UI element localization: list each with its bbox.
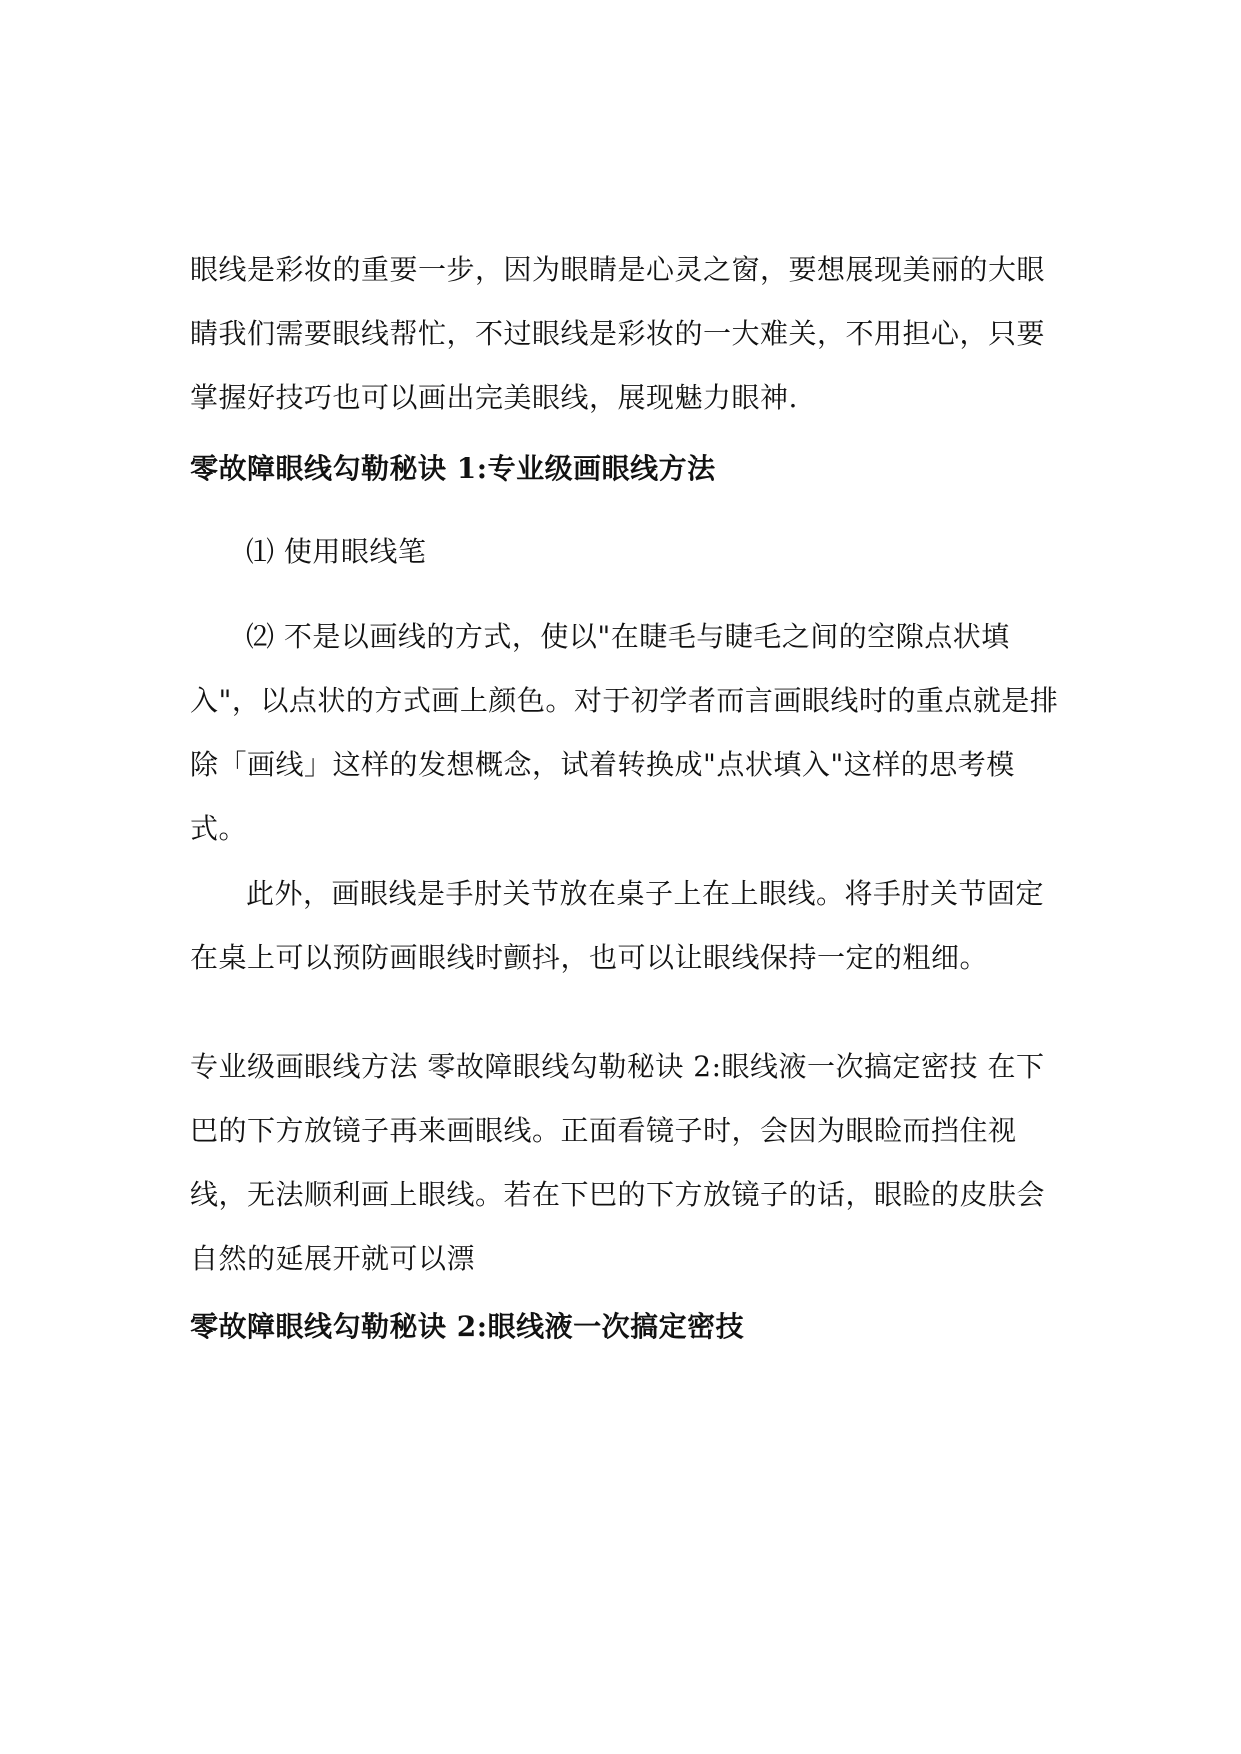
extra-tip-paragraph: 此外，画眼线是手肘关节放在桌子上在上眼线。将手肘关节固定在桌上可以预防画眼线时颤抖，也可以让眼线保持一定的粗细。 (190, 877, 1045, 974)
list-item-2: ⑵ 不是以画线的方式，使以"在睫毛与睫毛之间的空隙点状填入"，以点状的方式画上颜色。对于初学者而言画眼线时的重点就是排除「画线」这样的发想概念，试着转换成"点状填入"这样的思考模式。 (190, 620, 1059, 845)
list-item-1: ⑴ 使用眼线笔 (246, 535, 427, 568)
section-heading-2: 零故障眼线勾勒秘诀 2:眼线液一次搞定密技 (190, 1310, 745, 1343)
mirror-tip-paragraph: 专业级画眼线方法 零故障眼线勾勒秘诀 2:眼线液一次搞定密技 在下巴的下方放镜子再来画眼线。正面看镜子时，会因为眼睑而挡住视线，无法顺利画上眼线。若在下巴的下方放镜子的话，眼睑的皮肤会自然的延展开就可以漂 (190, 1050, 1046, 1275)
intro-paragraph: 眼线是彩妆的重要一步，因为眼睛是心灵之窗，要想展现美丽的大眼睛我们需要眼线帮忙，不过眼线是彩妆的一大难关，不用担心，只要掌握好技巧也可以画出完美眼线，展现魅力眼神. (190, 253, 1046, 414)
section-heading-1: 零故障眼线勾勒秘诀 1:专业级画眼线方法 (190, 452, 716, 485)
